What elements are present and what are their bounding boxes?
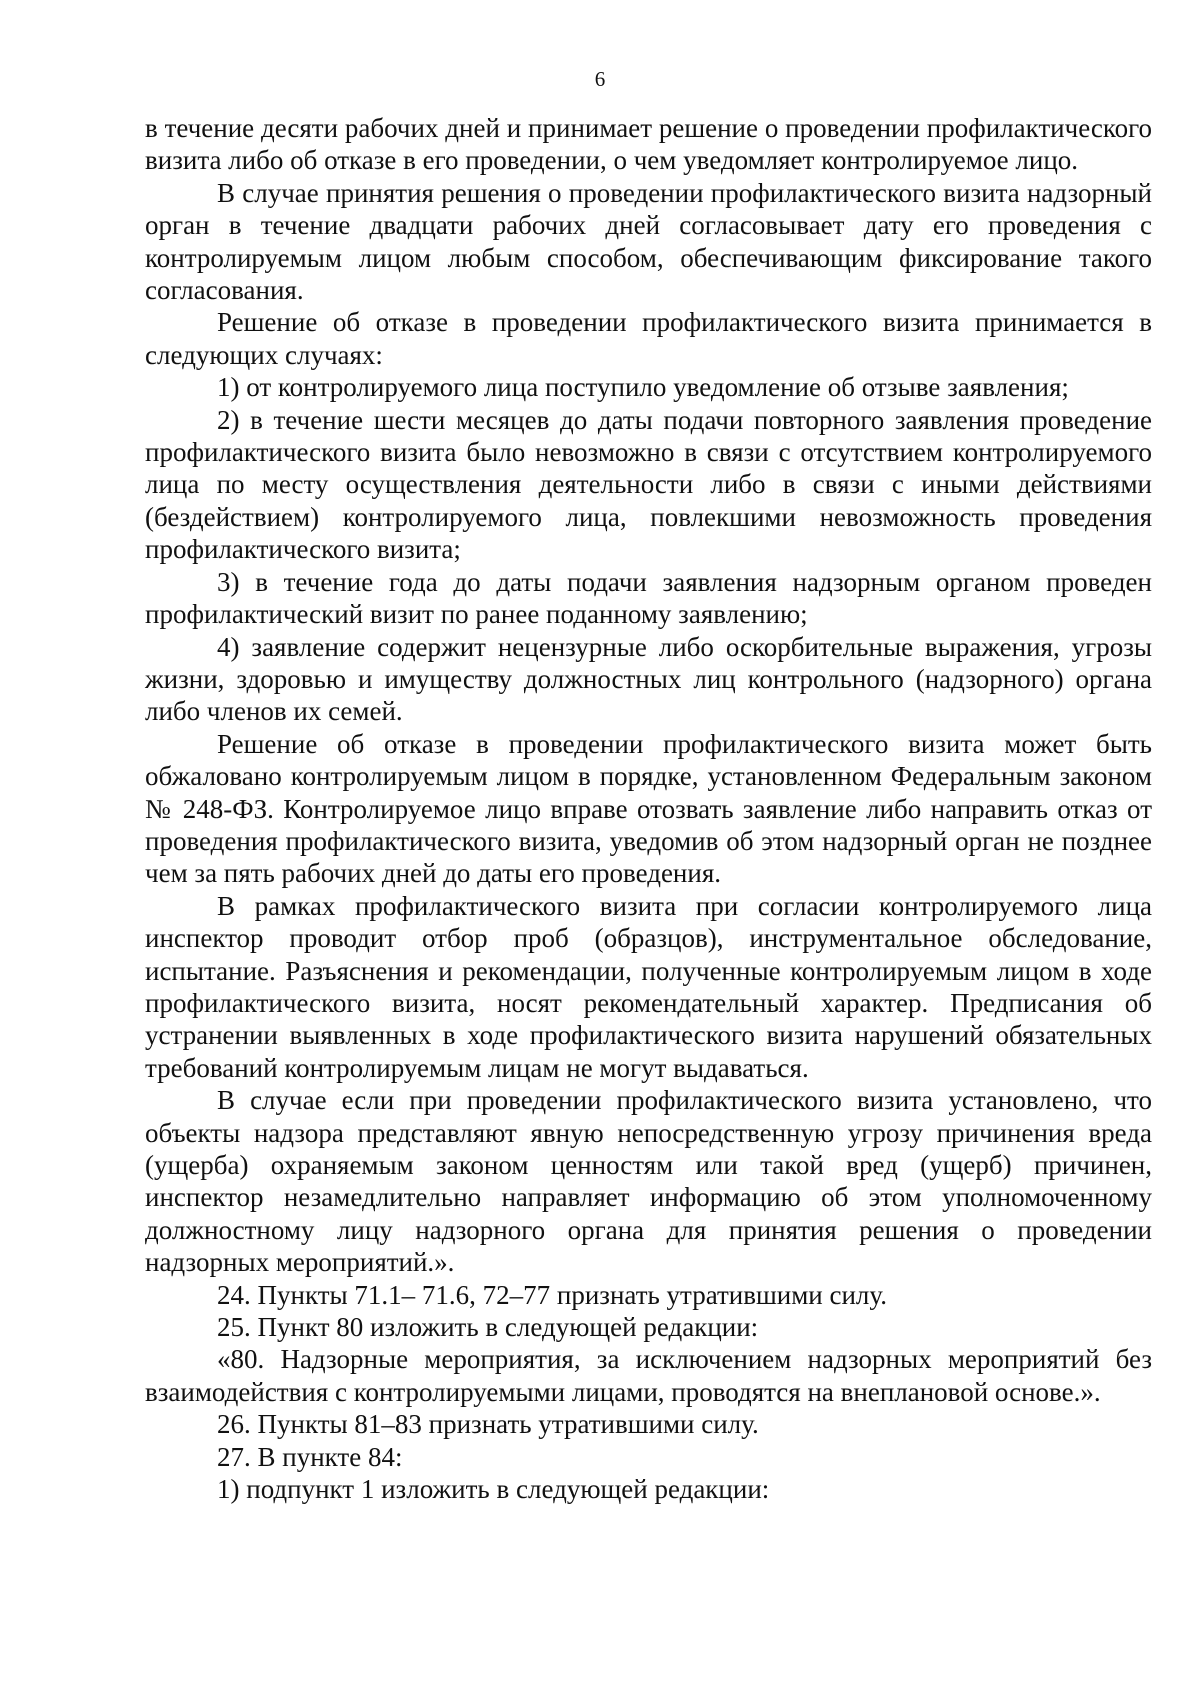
paragraph-visit-approval: В случае принятия решения о проведении профилактического визита надзорный орган в течение двадцати рабочих дней согласовывает дату его проведения с контролируемым лицом любым способом, обеспечивающим фиксирование такого согласования. <box>145 177 1152 306</box>
paragraph-refusal-cases: Решение об отказе в проведении профилактического визита принимается в следующих случаях: <box>145 307 1152 370</box>
paragraph-threat-detected: В случае если при проведении профилактического визита установлено, что объекты надзора представляют явную непосредственную угрозу причинения вреда (ущерба) охраняемым законом ценностям или такой вред (ущерб) причинен, инспектор незамедлительно направляет информацию об этом уполномоченному должностному лицу надзорного органа для принятия решения о проведении надзорных мероприятий.». <box>145 1085 1152 1278</box>
paragraph-visit-scope: В рамках профилактического визита при согласии контролируемого лица инспектор проводит отбор проб (образцов), инструментальное обследование, испытание. Разъяснения и рекомендации, полученные контролируемым лицом в ходе профилактического визита, носят рекомендательный характер. Предписания об устранении выявленных в ходе профилактического визита нарушений обязательных требований контролируемым лицам не могут выдаваться. <box>145 890 1152 1083</box>
document-body <box>145 112 1152 1505</box>
list-item-1: 1) от контролируемого лица поступило уведомление об отзыве заявления; <box>217 372 1069 403</box>
clause-27: 27. В пункте 84: <box>217 1441 403 1472</box>
clause-26: 26. Пункты 81–83 признать утратившими силу. <box>217 1409 759 1440</box>
page-number: 6 <box>594 67 606 91</box>
list-item-3: 3) в течение года до даты подачи заявления надзорным органом проведен профилактический визит по ранее поданному заявлению; <box>145 566 1152 630</box>
list-item-2: 2) в течение шести месяцев до даты подачи повторного заявления проведение профилактического визита было невозможно в связи с отсутствием контролируемого лица по месту осуществления деятельности либо в связи с иными действиями (бездействием) контролируемого лица, повлекшими невозможность проведения профилактического визита; <box>145 404 1152 565</box>
clause-80-text: «80. Надзорные мероприятия, за исключением надзорных мероприятий без взаимодействия с контролируемыми лицами, проводятся на внеплановой основе.». <box>145 1344 1152 1407</box>
clause-24: 24. Пункты 71.1– 71.6, 72–77 признать утратившими силу. <box>217 1279 887 1310</box>
clause-25: 25. Пункт 80 изложить в следующей редакции: <box>217 1312 759 1343</box>
paragraph-continuation: в течение десяти рабочих дней и принимает решение о проведении профилактического визита либо об отказе в его проведении, о чем уведомляет контролируемое лицо. <box>145 113 1152 176</box>
paragraph-refusal-appeal: Решение об отказе в проведении профилактического визита может быть обжаловано контролируемым лицом в порядке, установленном Федеральным законом № 248-ФЗ. Контролируемое лицо вправе отозвать заявление либо направить отказ от проведения профилактического визита, уведомив об этом надзорный орган не позднее чем за пять рабочих дней до даты его проведения. <box>145 728 1152 889</box>
subclause-1: 1) подпункт 1 изложить в следующей редакции: <box>217 1474 770 1505</box>
list-item-4: 4) заявление содержит нецензурные либо оскорбительные выражения, угрозы жизни, здоровью и имуществу должностных лиц контрольного (надзорного) органа либо членов их семей. <box>145 631 1152 727</box>
